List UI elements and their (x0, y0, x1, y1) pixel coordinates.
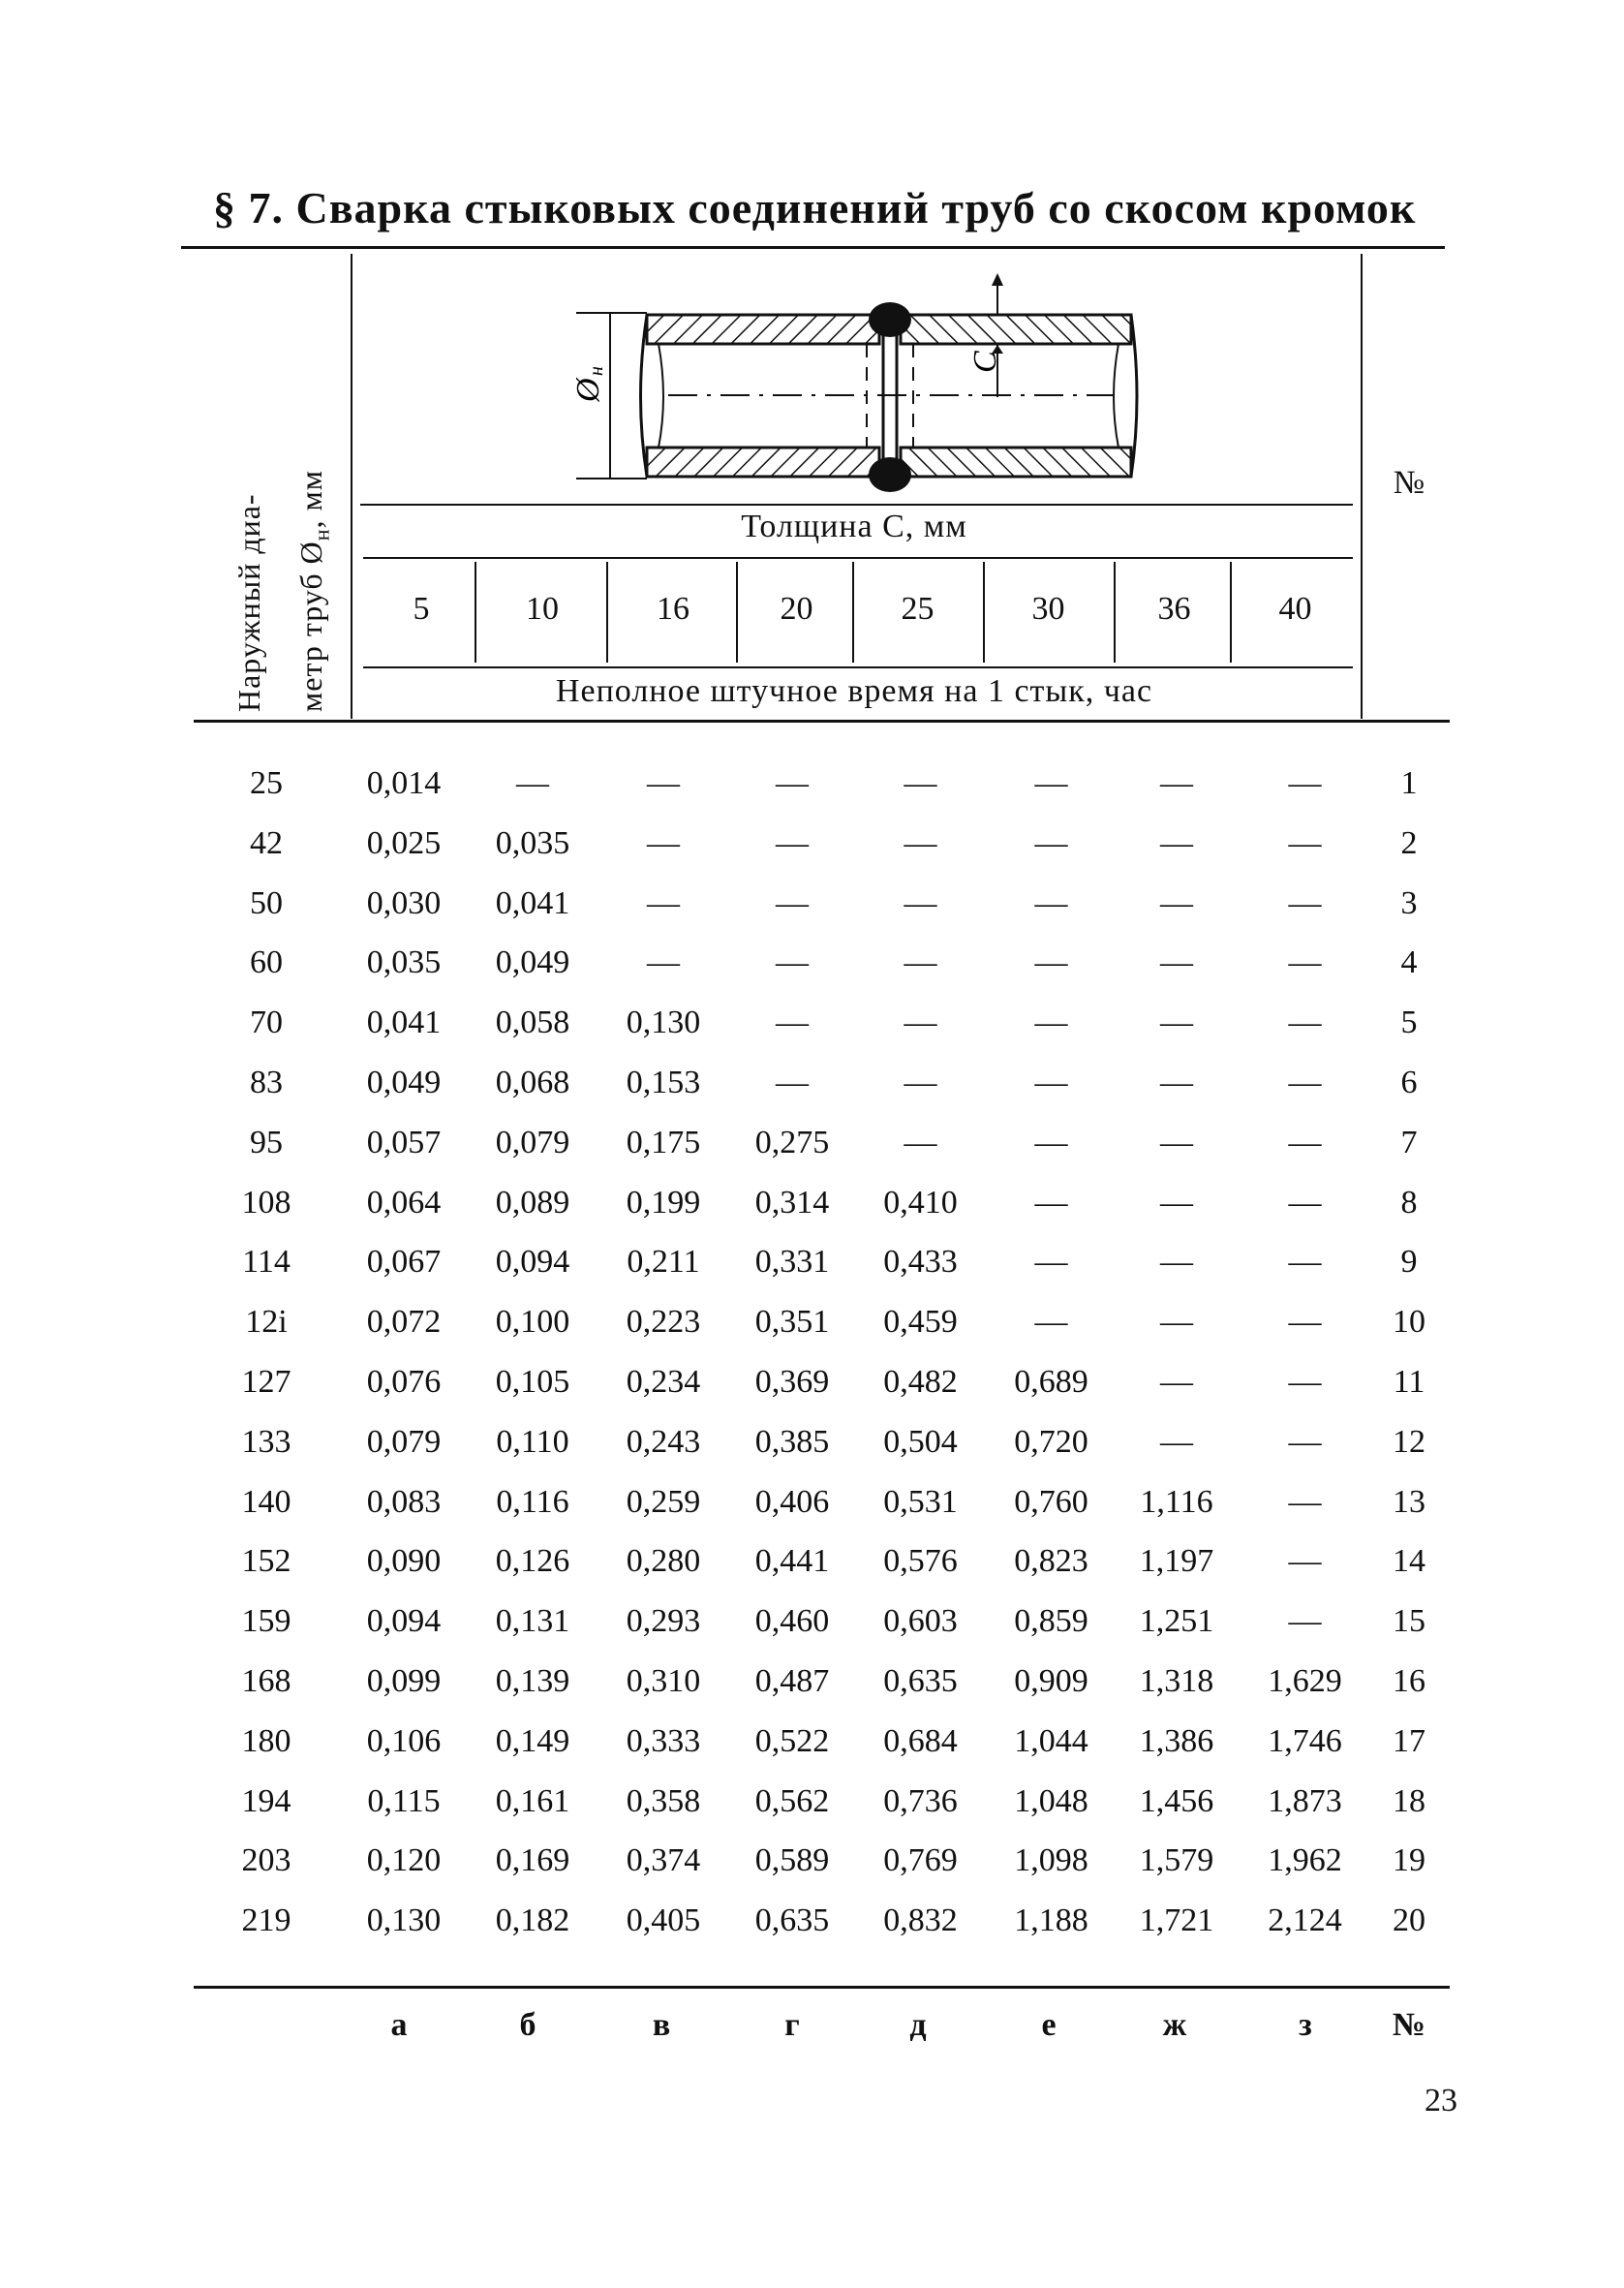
row-value: 0,049 (366, 1065, 442, 1100)
row-value: — (1160, 1185, 1193, 1221)
row-value: 0,035 (495, 825, 570, 861)
row-value: — (1034, 1185, 1068, 1221)
thickness-divider (1114, 562, 1116, 663)
row-value: 0,736 (883, 1783, 958, 1819)
thickness-divider (475, 562, 476, 663)
row-diameter: 219 (241, 1902, 291, 1938)
row-value: 1,746 (1268, 1723, 1342, 1759)
row-value: 0,041 (495, 885, 570, 921)
thickness-row-top-rule (363, 557, 1353, 559)
row-value: 0,175 (626, 1125, 701, 1160)
column-letter-h: з (1299, 2007, 1312, 2043)
row-value: — (776, 885, 809, 921)
row-value: — (1288, 1185, 1322, 1221)
row-value: 1,873 (1268, 1783, 1342, 1819)
row-value: 1,116 (1140, 1484, 1213, 1520)
row-value: 0,441 (754, 1543, 830, 1579)
row-diameter: 194 (241, 1783, 291, 1819)
row-value: 0,482 (883, 1364, 958, 1400)
page-title: § 7. Сварка стыковых соединений труб со скосом кромок (213, 183, 1417, 232)
row-diameter: 25 (250, 765, 283, 801)
row-value: — (1034, 1304, 1068, 1340)
row-value: — (776, 765, 809, 801)
row-value: 0,259 (626, 1484, 701, 1520)
row-value: — (1288, 1304, 1322, 1340)
row-value: 0,351 (754, 1304, 830, 1340)
diameter-symbol-label: Ø (570, 378, 606, 402)
row-value: 0,280 (626, 1543, 701, 1579)
thickness-divider (852, 562, 854, 663)
row-value: 0,369 (754, 1364, 830, 1400)
row-value: 0,110 (496, 1424, 569, 1460)
row-value: 0,358 (626, 1783, 701, 1819)
thickness-header-a: 5 (413, 591, 430, 627)
row-number-header: № (1393, 465, 1425, 501)
time-caption: Неполное штучное время на 1 стык, час (555, 673, 1153, 709)
row-value: 0,106 (366, 1723, 442, 1759)
row-value: — (647, 885, 680, 921)
row-diameter: 50 (250, 885, 283, 921)
row-value: — (1034, 825, 1068, 861)
left-pipe-top-wall (647, 315, 879, 344)
row-value: 0,068 (495, 1065, 570, 1100)
row-value: 0,049 (495, 944, 570, 980)
row-value: — (1288, 1125, 1322, 1160)
pipe-weld-diagram (0, 0, 1624, 504)
row-value: — (904, 825, 937, 861)
row-value: 0,406 (754, 1484, 830, 1520)
row-value: — (1160, 1065, 1193, 1100)
row-value: 0,126 (495, 1543, 570, 1579)
row-number: 14 (1393, 1543, 1425, 1579)
row-value: 1,044 (1014, 1723, 1088, 1759)
weld-bead-top (869, 302, 911, 337)
row-number: 5 (1400, 1005, 1418, 1040)
diameter-label-line2: метр труб $Ø_н$, мм (293, 469, 334, 712)
row-value: 0,076 (366, 1364, 442, 1400)
left-pipe-bottom-wall (647, 448, 879, 477)
row-value: 0,562 (754, 1783, 830, 1819)
row-number: 9 (1400, 1244, 1418, 1280)
row-value: 0,459 (883, 1304, 958, 1340)
row-number: 16 (1393, 1663, 1425, 1699)
row-value: 0,035 (366, 944, 442, 980)
row-value: 0,130 (366, 1902, 442, 1938)
row-value: 0,331 (754, 1244, 830, 1280)
row-value: 1,098 (1014, 1842, 1088, 1878)
row-value: — (1160, 1424, 1193, 1460)
row-number: 20 (1393, 1902, 1425, 1938)
diameter-column-header (218, 470, 342, 712)
row-diameter: 127 (241, 1364, 291, 1400)
row-value: 0,153 (626, 1065, 701, 1100)
row-value: 0,635 (754, 1902, 830, 1938)
thickness-divider (983, 562, 985, 663)
thickness-symbol-label: C (967, 351, 1003, 373)
row-value: 1,048 (1014, 1783, 1088, 1819)
row-value: 0,149 (495, 1723, 570, 1759)
row-value: — (1288, 765, 1322, 801)
row-value: — (1288, 1065, 1322, 1100)
weld-bead-bottom (869, 457, 911, 492)
row-value: — (647, 944, 680, 980)
row-value: — (647, 825, 680, 861)
table-bottom-rule (194, 1986, 1450, 1989)
row-value: 0,025 (366, 825, 442, 861)
row-diameter: 12i (245, 1304, 288, 1340)
header-bottom-rule (194, 720, 1450, 723)
row-value: 0,161 (495, 1783, 570, 1819)
row-value: 0,275 (754, 1125, 830, 1160)
row-value: — (1034, 1125, 1068, 1160)
row-diameter: 83 (250, 1065, 283, 1100)
row-number: 4 (1400, 944, 1418, 980)
row-value: 0,083 (366, 1484, 442, 1520)
row-value: 0,689 (1014, 1364, 1088, 1400)
row-value: 0,131 (495, 1603, 570, 1639)
row-value: 0,310 (626, 1663, 701, 1699)
row-value: 1,188 (1014, 1902, 1088, 1938)
row-diameter: 42 (250, 825, 283, 861)
row-value: 0,635 (883, 1663, 958, 1699)
right-pipe-top-wall (901, 315, 1131, 344)
row-value: 0,531 (883, 1484, 958, 1520)
row-diameter: 70 (250, 1005, 283, 1040)
row-value: 0,405 (626, 1902, 701, 1938)
row-diameter: 114 (242, 1244, 291, 1280)
row-value: 0,030 (366, 885, 442, 921)
row-value: 0,199 (626, 1185, 701, 1221)
row-value: 0,130 (626, 1005, 701, 1040)
row-value: 0,522 (754, 1723, 830, 1759)
row-value: 0,115 (367, 1783, 441, 1819)
row-diameter: 108 (241, 1185, 291, 1221)
row-value: 0,182 (495, 1902, 570, 1938)
row-number: 18 (1393, 1783, 1425, 1819)
row-number: 12 (1393, 1424, 1425, 1460)
row-value: 1,629 (1268, 1663, 1342, 1699)
row-value: 1,456 (1139, 1783, 1214, 1819)
row-diameter: 133 (241, 1424, 291, 1460)
row-value: 0,823 (1014, 1543, 1088, 1579)
row-value: 1,721 (1139, 1902, 1214, 1938)
row-number: 7 (1400, 1125, 1418, 1160)
row-value: — (1160, 1364, 1193, 1400)
row-value: 0,859 (1014, 1603, 1088, 1639)
row-number: 15 (1393, 1603, 1425, 1639)
row-value: 0,100 (495, 1304, 570, 1340)
diameter-label-line1: Наружный диа- (231, 493, 266, 712)
row-value: 0,234 (626, 1364, 701, 1400)
thickness-header-d: 20 (780, 591, 813, 627)
row-value: 0,041 (366, 1005, 442, 1040)
row-value: 0,211 (627, 1244, 700, 1280)
column-letter-d: г (784, 2007, 800, 2043)
row-value: 0,487 (754, 1663, 830, 1699)
row-value: 0,576 (883, 1543, 958, 1579)
row-value: — (1160, 765, 1193, 801)
row-value: — (1034, 1005, 1068, 1040)
thickness-header-e: 25 (901, 591, 935, 627)
thickness-header-g: 36 (1157, 591, 1191, 627)
row-value: 0,072 (366, 1304, 442, 1340)
row-number: 17 (1393, 1723, 1425, 1759)
row-value: — (776, 1065, 809, 1100)
row-diameter: 152 (241, 1543, 291, 1579)
row-value: 0,079 (495, 1125, 570, 1160)
row-value: — (647, 765, 680, 801)
column-letter-c: в (652, 2007, 671, 2043)
row-value: 0,067 (366, 1244, 442, 1280)
row-number: 19 (1393, 1842, 1425, 1878)
thickness-header-h: 40 (1278, 591, 1312, 627)
row-value: — (1288, 1424, 1322, 1460)
diameter-label-subscript: н (309, 528, 334, 541)
row-value: 0,089 (495, 1185, 570, 1221)
row-value: — (1288, 825, 1322, 861)
row-value: — (904, 1005, 937, 1040)
row-value: 0,589 (754, 1842, 830, 1878)
row-value: 0,314 (754, 1185, 830, 1221)
row-value: 0,385 (754, 1424, 830, 1460)
row-value: — (1034, 765, 1068, 801)
row-value: — (1160, 885, 1193, 921)
row-value: — (1160, 1244, 1193, 1280)
row-value: 0,243 (626, 1424, 701, 1460)
thickness-divider (606, 562, 608, 663)
row-value: 0,099 (366, 1663, 442, 1699)
row-value: — (1288, 1244, 1322, 1280)
row-value: 1,579 (1139, 1842, 1214, 1878)
thickness-row-bottom-rule (363, 666, 1353, 668)
row-number: 3 (1400, 885, 1418, 921)
row-value: 0,760 (1014, 1484, 1088, 1520)
row-value: — (1160, 1304, 1193, 1340)
footer-row-number-label: № (1392, 2007, 1426, 2043)
row-value: 0,094 (366, 1603, 442, 1639)
row-value: 0,293 (626, 1603, 701, 1639)
row-value: 0,105 (495, 1364, 570, 1400)
column-letter-a: а (390, 2007, 408, 2043)
row-value: — (1034, 1244, 1068, 1280)
row-value: 0,909 (1014, 1663, 1088, 1699)
row-value: 0,094 (495, 1244, 570, 1280)
row-diameter: 203 (241, 1842, 291, 1878)
row-value: 0,769 (883, 1842, 958, 1878)
row-value: 0,090 (366, 1543, 442, 1579)
thickness-divider (1230, 562, 1232, 663)
row-value: 0,333 (626, 1723, 701, 1759)
row-value: 1,318 (1139, 1663, 1214, 1699)
row-diameter: 60 (250, 944, 283, 980)
row-value: — (904, 1125, 937, 1160)
row-value: 0,374 (626, 1842, 701, 1878)
row-value: 0,504 (883, 1424, 958, 1460)
row-value: 0,410 (883, 1185, 958, 1221)
row-value: — (1288, 1364, 1322, 1400)
column-letter-f: е (1041, 2007, 1057, 2043)
row-value: — (516, 765, 549, 801)
row-value: — (1288, 1543, 1322, 1579)
row-value: — (1160, 944, 1193, 980)
row-value: — (776, 825, 809, 861)
row-diameter: 95 (250, 1125, 283, 1160)
row-value: 0,014 (366, 765, 442, 801)
row-value: — (1160, 1125, 1193, 1160)
column-letter-e: д (909, 2007, 927, 2043)
row-number: 6 (1400, 1065, 1418, 1100)
row-value: — (1160, 1005, 1193, 1040)
row-value: 0,603 (883, 1603, 958, 1639)
diameter-symbol-subscript: н (586, 366, 607, 376)
row-value: 0,832 (883, 1902, 958, 1938)
page-number: 23 (1425, 2083, 1457, 2118)
row-value: 0,169 (495, 1842, 570, 1878)
row-number: 8 (1400, 1185, 1418, 1221)
row-value: — (904, 765, 937, 801)
row-value: — (904, 944, 937, 980)
thickness-caption: Толщина С, мм (741, 509, 967, 544)
thickness-header-b: 10 (526, 591, 559, 627)
thickness-divider (736, 562, 738, 663)
row-value: 0,460 (754, 1603, 830, 1639)
row-value: 1,386 (1139, 1723, 1214, 1759)
row-value: 1,962 (1268, 1842, 1342, 1878)
row-value: — (1288, 1005, 1322, 1040)
right-pipe-bottom-wall (901, 448, 1131, 477)
thickness-header-f: 30 (1031, 591, 1065, 627)
row-diameter: 140 (241, 1484, 291, 1520)
row-value: 1,251 (1139, 1603, 1214, 1639)
row-value: 0,057 (366, 1125, 442, 1160)
row-value: 0,139 (495, 1663, 570, 1699)
column-letter-b: б (519, 2007, 536, 2043)
row-value: — (1288, 885, 1322, 921)
row-value: 0,116 (496, 1484, 569, 1520)
row-value: — (1288, 944, 1322, 980)
row-number: 13 (1393, 1484, 1425, 1520)
row-value: — (904, 885, 937, 921)
row-number: 10 (1393, 1304, 1425, 1340)
row-value: — (776, 944, 809, 980)
row-diameter: 180 (241, 1723, 291, 1759)
row-diameter: 159 (241, 1603, 291, 1639)
row-number: 2 (1400, 825, 1418, 861)
row-value: — (1034, 1065, 1068, 1100)
row-value: 0,684 (883, 1723, 958, 1759)
row-number: 11 (1393, 1364, 1425, 1400)
row-value: — (904, 1065, 937, 1100)
row-value: — (1288, 1484, 1322, 1520)
row-value: 0,079 (366, 1424, 442, 1460)
row-value: 0,064 (366, 1185, 442, 1221)
row-value: — (776, 1005, 809, 1040)
thickness-caption-top-rule (360, 504, 1353, 506)
row-number: 1 (1400, 765, 1418, 801)
row-value: 0,433 (883, 1244, 958, 1280)
row-value: 2,124 (1268, 1902, 1342, 1938)
column-letter-g: ж (1162, 2007, 1187, 2043)
row-value: 0,058 (495, 1005, 570, 1040)
thickness-header-c: 16 (657, 591, 689, 627)
row-value: — (1034, 944, 1068, 980)
row-value: — (1288, 1603, 1322, 1639)
row-value: 0,223 (626, 1304, 701, 1340)
row-value: 1,197 (1139, 1543, 1214, 1579)
row-value: 0,120 (366, 1842, 442, 1878)
row-value: — (1034, 885, 1068, 921)
row-value: 0,720 (1014, 1424, 1088, 1460)
row-diameter: 168 (241, 1663, 291, 1699)
row-value: — (1160, 825, 1193, 861)
